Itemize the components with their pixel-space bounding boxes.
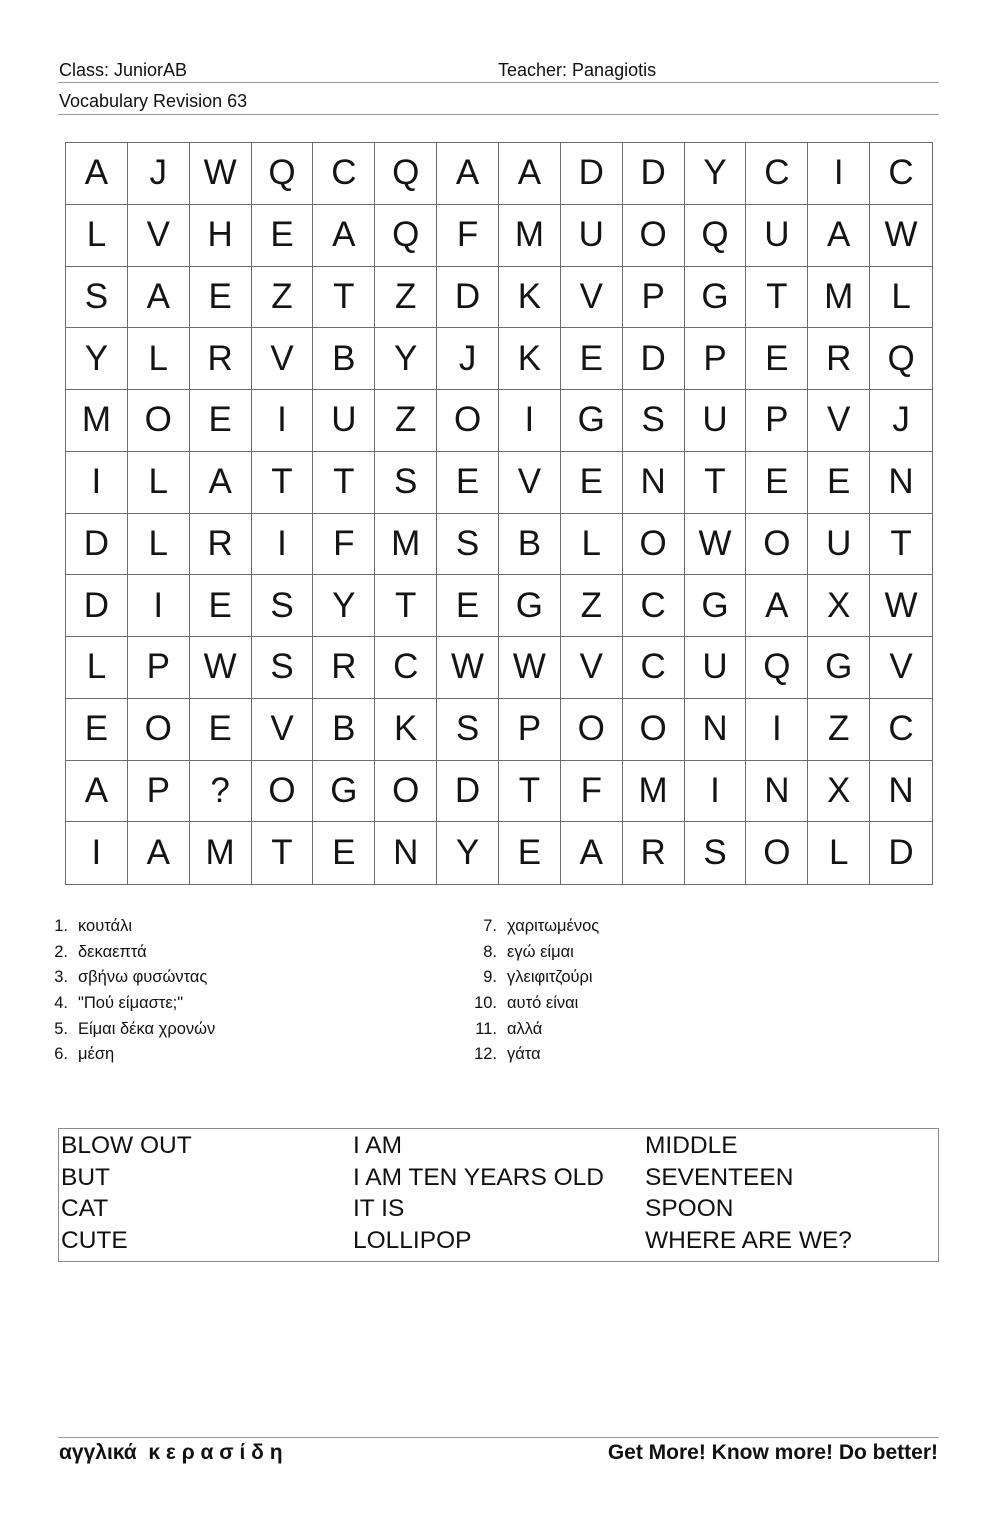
grid-cell: K bbox=[499, 267, 561, 329]
grid-cell: D bbox=[623, 143, 685, 205]
grid-cell: L bbox=[561, 514, 623, 576]
grid-cell: L bbox=[128, 514, 190, 576]
grid-cell: Z bbox=[375, 390, 437, 452]
grid-cell: A bbox=[499, 143, 561, 205]
grid-cell: O bbox=[623, 514, 685, 576]
clue-text: σβήνω φυσώντας bbox=[78, 968, 208, 987]
grid-cell: I bbox=[128, 575, 190, 637]
grid-cell: U bbox=[685, 390, 747, 452]
grid-cell: V bbox=[499, 452, 561, 514]
grid-cell: D bbox=[66, 575, 128, 637]
clue-text: Είμαι δέκα χρονών bbox=[78, 1019, 216, 1038]
clue-number: 4. bbox=[54, 994, 68, 1013]
grid-cell: A bbox=[746, 575, 808, 637]
clue-list-left bbox=[42, 914, 215, 1068]
grid-cell: J bbox=[128, 143, 190, 205]
grid-cell: Y bbox=[437, 822, 499, 884]
grid-cell: Z bbox=[561, 575, 623, 637]
grid-cell: O bbox=[561, 699, 623, 761]
footer-divider bbox=[58, 1437, 939, 1438]
grid-cell: K bbox=[499, 328, 561, 390]
grid-cell: R bbox=[190, 514, 252, 576]
grid-cell: Q bbox=[746, 637, 808, 699]
word-bank-item: MIDDLE bbox=[645, 1132, 738, 1159]
grid-cell: E bbox=[561, 452, 623, 514]
grid-cell: W bbox=[190, 637, 252, 699]
grid-cell: I bbox=[685, 761, 747, 823]
grid-cell: T bbox=[746, 267, 808, 329]
grid-cell: L bbox=[808, 822, 870, 884]
clue-text: χαριτωμένος bbox=[507, 917, 600, 936]
word-bank-item: I AM bbox=[353, 1132, 403, 1159]
grid-cell: P bbox=[499, 699, 561, 761]
grid-cell: P bbox=[685, 328, 747, 390]
grid-cell: V bbox=[808, 390, 870, 452]
word-bank-item: WHERE ARE WE? bbox=[645, 1226, 852, 1254]
grid-cell: D bbox=[623, 328, 685, 390]
footer-slogan: Get More! Know more! Do better! bbox=[607, 1441, 938, 1464]
grid-cell: P bbox=[128, 761, 190, 823]
word-bank bbox=[58, 1128, 939, 1262]
grid-cell: X bbox=[808, 575, 870, 637]
grid-cell: Z bbox=[375, 267, 437, 329]
clue-text: γλειφιτζούρι bbox=[507, 968, 593, 987]
grid-cell: C bbox=[870, 143, 932, 205]
grid-cell: S bbox=[437, 514, 499, 576]
grid-cell: S bbox=[252, 575, 314, 637]
grid-cell: G bbox=[685, 575, 747, 637]
grid-cell: T bbox=[870, 514, 932, 576]
grid-cell: P bbox=[128, 637, 190, 699]
grid-cell: R bbox=[623, 822, 685, 884]
grid-cell: P bbox=[623, 267, 685, 329]
grid-cell: T bbox=[313, 452, 375, 514]
grid-cell: G bbox=[808, 637, 870, 699]
grid-cell: M bbox=[190, 822, 252, 884]
grid-cell: F bbox=[561, 761, 623, 823]
grid-cell: N bbox=[375, 822, 437, 884]
word-bank-item: CUTE bbox=[61, 1226, 128, 1254]
grid-cell: E bbox=[437, 452, 499, 514]
grid-cell: E bbox=[437, 575, 499, 637]
grid-cell: B bbox=[313, 699, 375, 761]
grid-cell: S bbox=[252, 637, 314, 699]
grid-cell: E bbox=[808, 452, 870, 514]
clue-number: 7. bbox=[483, 917, 497, 936]
grid-cell: M bbox=[66, 390, 128, 452]
grid-cell: ? bbox=[190, 761, 252, 823]
grid-cell: E bbox=[746, 328, 808, 390]
grid-cell: I bbox=[252, 390, 314, 452]
grid-cell: L bbox=[66, 637, 128, 699]
grid-cell: V bbox=[561, 637, 623, 699]
grid-cell: A bbox=[808, 205, 870, 267]
grid-cell: Q bbox=[375, 205, 437, 267]
clue-text: κουτάλι bbox=[78, 917, 132, 936]
grid-cell: I bbox=[66, 452, 128, 514]
word-bank-item: SPOON bbox=[645, 1195, 734, 1223]
grid-cell: Q bbox=[375, 143, 437, 205]
grid-cell: Q bbox=[870, 328, 932, 390]
grid-cell: O bbox=[252, 761, 314, 823]
clue-item bbox=[42, 965, 215, 991]
grid-cell: W bbox=[190, 143, 252, 205]
header-divider-top bbox=[58, 82, 939, 83]
grid-cell: L bbox=[128, 328, 190, 390]
grid-cell: G bbox=[313, 761, 375, 823]
grid-cell: U bbox=[808, 514, 870, 576]
grid-cell: H bbox=[190, 205, 252, 267]
grid-cell: O bbox=[746, 822, 808, 884]
grid-cell: Q bbox=[252, 143, 314, 205]
clue-number: 1. bbox=[54, 917, 68, 936]
grid-cell: N bbox=[685, 699, 747, 761]
clue-item bbox=[42, 991, 215, 1017]
grid-cell: Y bbox=[313, 575, 375, 637]
grid-cell: W bbox=[685, 514, 747, 576]
clue-text: εγώ είμαι bbox=[507, 942, 574, 961]
grid-cell: A bbox=[128, 822, 190, 884]
grid-cell: T bbox=[313, 267, 375, 329]
grid-cell: A bbox=[313, 205, 375, 267]
clue-number: 6. bbox=[54, 1045, 68, 1064]
clue-item bbox=[471, 991, 599, 1017]
grid-cell: E bbox=[746, 452, 808, 514]
worksheet-title: Vocabulary Revision 63 bbox=[59, 91, 248, 111]
grid-cell: E bbox=[190, 267, 252, 329]
word-bank-column bbox=[353, 1130, 604, 1256]
grid-cell: C bbox=[623, 637, 685, 699]
grid-cell: L bbox=[870, 267, 932, 329]
grid-cell: S bbox=[437, 699, 499, 761]
word-bank-item: LOLLIPOP bbox=[353, 1226, 472, 1254]
class-label: Class: JuniorAB bbox=[59, 60, 188, 80]
clue-item bbox=[471, 1016, 599, 1042]
grid-cell: A bbox=[437, 143, 499, 205]
clue-text: μέση bbox=[78, 1045, 115, 1064]
clue-item bbox=[471, 940, 599, 966]
grid-cell: M bbox=[808, 267, 870, 329]
grid-cell: L bbox=[128, 452, 190, 514]
grid-cell: E bbox=[190, 575, 252, 637]
clue-text: δεκαεπτά bbox=[78, 942, 147, 961]
grid-cell: U bbox=[746, 205, 808, 267]
grid-cell: C bbox=[313, 143, 375, 205]
grid-cell: E bbox=[190, 699, 252, 761]
grid-cell: F bbox=[313, 514, 375, 576]
grid-cell: Z bbox=[252, 267, 314, 329]
grid-cell: S bbox=[375, 452, 437, 514]
header-divider-bottom bbox=[58, 114, 939, 115]
grid-cell: C bbox=[746, 143, 808, 205]
word-bank-item: I AM TEN YEARS OLD bbox=[353, 1163, 604, 1191]
grid-cell: W bbox=[499, 637, 561, 699]
clue-number: 3. bbox=[54, 968, 68, 987]
grid-cell: A bbox=[561, 822, 623, 884]
grid-cell: R bbox=[190, 328, 252, 390]
grid-cell: W bbox=[870, 205, 932, 267]
grid-cell: D bbox=[437, 267, 499, 329]
grid-cell: N bbox=[870, 452, 932, 514]
word-bank-item: CAT bbox=[61, 1195, 109, 1223]
grid-cell: A bbox=[190, 452, 252, 514]
grid-cell: S bbox=[66, 267, 128, 329]
word-bank-item: BUT bbox=[61, 1163, 110, 1191]
grid-cell: A bbox=[128, 267, 190, 329]
grid-cell: O bbox=[128, 699, 190, 761]
grid-cell: N bbox=[623, 452, 685, 514]
grid-cell: Y bbox=[66, 328, 128, 390]
clue-item bbox=[471, 914, 599, 940]
clue-number: 5. bbox=[54, 1019, 68, 1038]
grid-cell: U bbox=[685, 637, 747, 699]
grid-cell: M bbox=[623, 761, 685, 823]
grid-cell: W bbox=[437, 637, 499, 699]
grid-cell: W bbox=[870, 575, 932, 637]
grid-cell: O bbox=[437, 390, 499, 452]
grid-cell: D bbox=[437, 761, 499, 823]
word-bank-item: IT IS bbox=[353, 1195, 405, 1223]
grid-cell: I bbox=[66, 822, 128, 884]
grid-cell: V bbox=[870, 637, 932, 699]
grid-cell: U bbox=[561, 205, 623, 267]
clue-text: αυτό είναι bbox=[507, 994, 579, 1013]
grid-cell: C bbox=[375, 637, 437, 699]
grid-cell: T bbox=[252, 452, 314, 514]
grid-cell: P bbox=[746, 390, 808, 452]
grid-cell: T bbox=[375, 575, 437, 637]
clue-item bbox=[471, 1042, 599, 1068]
grid-cell: A bbox=[66, 143, 128, 205]
grid-cell: M bbox=[375, 514, 437, 576]
grid-cell: D bbox=[561, 143, 623, 205]
grid-cell: O bbox=[128, 390, 190, 452]
grid-cell: Z bbox=[808, 699, 870, 761]
grid-cell: Y bbox=[375, 328, 437, 390]
grid-cell: B bbox=[313, 328, 375, 390]
grid-cell: E bbox=[561, 328, 623, 390]
grid-cell: N bbox=[746, 761, 808, 823]
clue-number: 2. bbox=[54, 942, 68, 961]
grid-cell: V bbox=[128, 205, 190, 267]
grid-cell: S bbox=[685, 822, 747, 884]
grid-cell: I bbox=[808, 143, 870, 205]
grid-cell: N bbox=[870, 761, 932, 823]
clue-item bbox=[471, 965, 599, 991]
grid-cell: R bbox=[808, 328, 870, 390]
grid-cell: E bbox=[190, 390, 252, 452]
grid-cell: E bbox=[499, 822, 561, 884]
grid-cell: A bbox=[66, 761, 128, 823]
grid-cell: Y bbox=[685, 143, 747, 205]
grid-cell: J bbox=[437, 328, 499, 390]
grid-cell: M bbox=[499, 205, 561, 267]
clue-item bbox=[42, 1042, 215, 1068]
clue-text: αλλά bbox=[507, 1019, 543, 1038]
clue-number: 9. bbox=[483, 968, 497, 987]
clue-item bbox=[42, 914, 215, 940]
grid-cell: G bbox=[499, 575, 561, 637]
grid-cell: C bbox=[870, 699, 932, 761]
clue-list-right bbox=[471, 914, 599, 1068]
grid-cell: O bbox=[746, 514, 808, 576]
word-bank-item: BLOW OUT bbox=[61, 1132, 192, 1159]
clue-number: 12. bbox=[474, 1045, 497, 1064]
grid-cell: E bbox=[252, 205, 314, 267]
grid-cell: B bbox=[499, 514, 561, 576]
grid-cell: T bbox=[685, 452, 747, 514]
grid-cell: O bbox=[623, 205, 685, 267]
grid-cell: D bbox=[888, 833, 914, 873]
grid-cell: I bbox=[746, 699, 808, 761]
grid-cell: U bbox=[313, 390, 375, 452]
grid-cell: F bbox=[437, 205, 499, 267]
footer-brand: αγγλικά κ ε ρ α σ ί δ η bbox=[59, 1441, 283, 1464]
grid-cell: C bbox=[623, 575, 685, 637]
grid-cell: G bbox=[561, 390, 623, 452]
clue-number: 10. bbox=[474, 994, 497, 1013]
grid-cell: I bbox=[252, 514, 314, 576]
grid-cell: T bbox=[252, 822, 314, 884]
grid-cell: V bbox=[252, 328, 314, 390]
grid-cell: G bbox=[685, 267, 747, 329]
clue-text: "Πού είμαστε;" bbox=[78, 994, 184, 1013]
word-search-grid bbox=[65, 142, 933, 885]
grid-cell: S bbox=[623, 390, 685, 452]
teacher-label: Teacher: Panagiotis bbox=[498, 60, 657, 80]
grid-cell: L bbox=[66, 205, 128, 267]
clue-number: 11. bbox=[475, 1019, 497, 1038]
word-bank-item: SEVENTEEN bbox=[645, 1163, 794, 1191]
grid-cell: O bbox=[623, 699, 685, 761]
grid-cell: T bbox=[499, 761, 561, 823]
grid-cell: D bbox=[66, 514, 128, 576]
clue-text: γάτα bbox=[507, 1045, 541, 1064]
grid-cell: O bbox=[375, 761, 437, 823]
grid-cell: V bbox=[252, 699, 314, 761]
grid-cell: J bbox=[870, 390, 932, 452]
clue-number: 8. bbox=[483, 942, 497, 961]
grid-cell: E bbox=[313, 822, 375, 884]
word-bank-column bbox=[61, 1130, 192, 1256]
grid-cell: E bbox=[66, 699, 128, 761]
grid-cell: Q bbox=[685, 205, 747, 267]
grid-cell: R bbox=[313, 637, 375, 699]
clue-item bbox=[42, 940, 215, 966]
grid-cell: I bbox=[499, 390, 561, 452]
clue-item bbox=[42, 1016, 215, 1042]
word-bank-column bbox=[645, 1130, 852, 1256]
grid-cell: V bbox=[561, 267, 623, 329]
grid-cell: X bbox=[808, 761, 870, 823]
grid-cell: K bbox=[375, 699, 437, 761]
